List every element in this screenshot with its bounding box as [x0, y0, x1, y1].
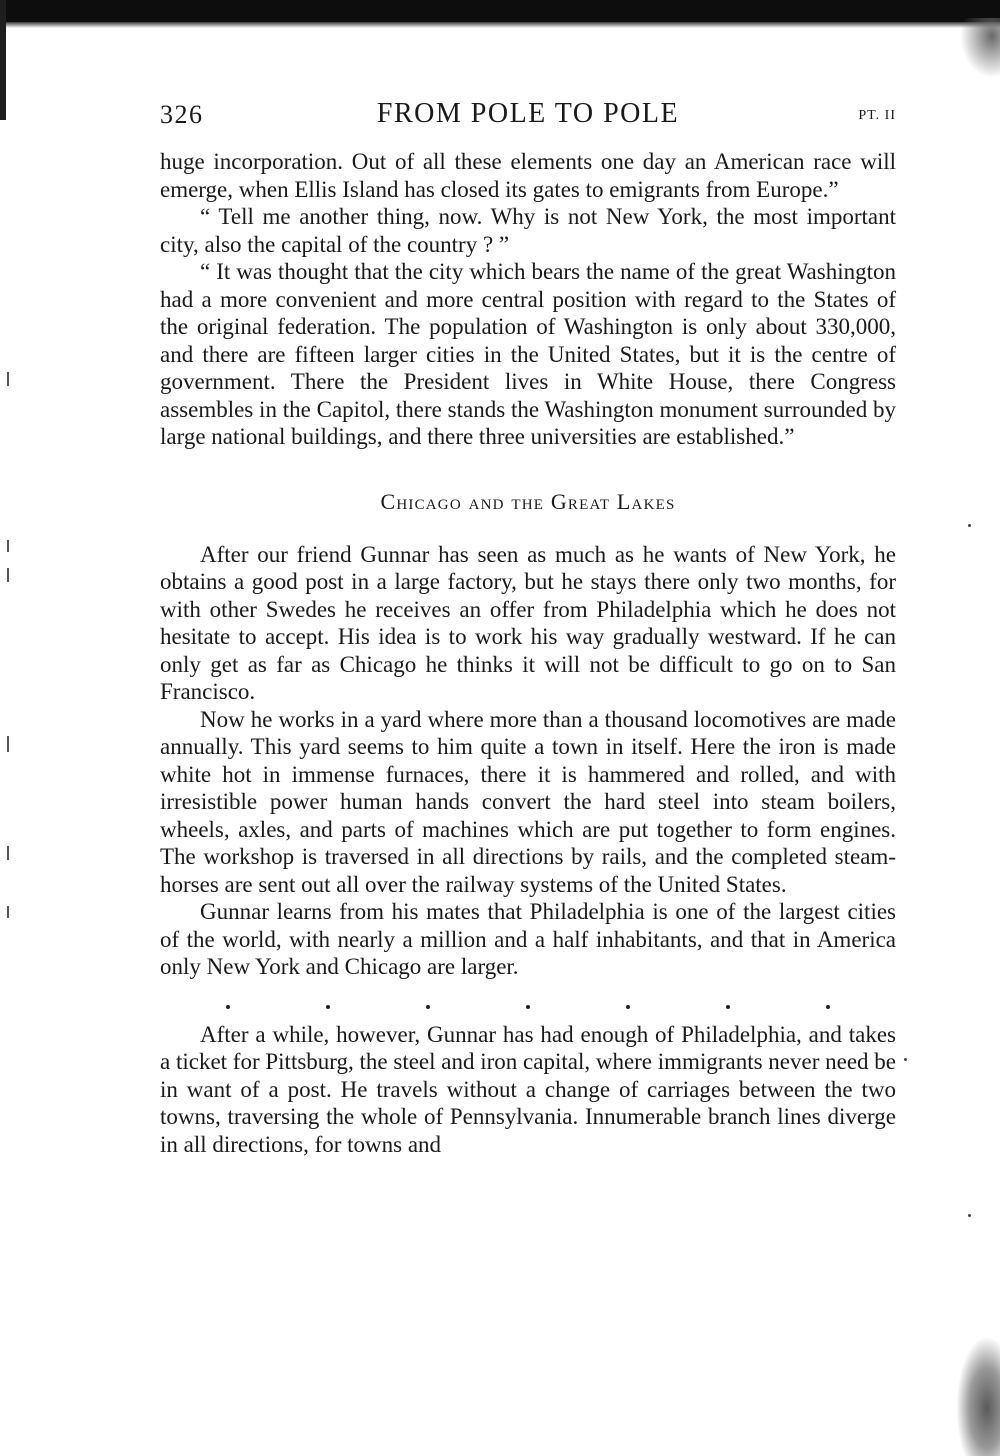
body-text-after-break — [160, 1021, 896, 1159]
book-page — [160, 96, 896, 1158]
paragraph: After a while, however, Gunnar has had enough of Philadelphia, and takes a ticket for Pittsburg, the steel and iron capital, where immigrants never need be in want of a post. He travels without a change of carriages between the two towns, traversing the whole of Pennsylvania. Innumerable branch lines diverge in all directions, for towns and — [160, 1021, 896, 1157]
paragraph: huge incorporation. Out of all these elements one day an American race will emerge, when Ellis Island has closed its gates to emigrants from Europe.” — [160, 149, 896, 202]
page-number: 326 — [160, 100, 204, 129]
break-dot — [526, 1005, 530, 1009]
stray-dot — [904, 1058, 907, 1061]
scan-corner-bottom-right — [956, 1336, 1000, 1456]
stray-dot — [968, 524, 971, 527]
break-dot — [326, 1005, 330, 1009]
break-dot — [426, 1005, 430, 1009]
stray-dot — [968, 1214, 971, 1217]
scan-top-edge — [0, 0, 1000, 22]
paragraph: After our friend Gunnar has seen as much as he wants of New York, he obtains a good post in a large factory, but he stays there only two months, for with other Swedes he receives an offer from Philadelphia which he does not hesitate to accept. His idea is to work his way gradually westward. If he can only get as far as Chicago he thinks it will not be difficult to go on to San Francisco. — [160, 541, 896, 704]
running-title: FROM POLE TO POLE — [376, 98, 680, 129]
section-break-dots — [160, 1005, 896, 1009]
paragraph: Gunnar learns from his mates that Philadelphia is one of the largest cities of the world, with nearly a million and a half inhabitants, and that in America only New York and Chicago are larger. — [160, 899, 896, 979]
scan-left-edge — [0, 0, 6, 120]
break-dot — [826, 1005, 830, 1009]
break-dot — [626, 1005, 630, 1009]
margin-mark — [7, 906, 9, 918]
break-dot — [226, 1005, 230, 1009]
section-heading: Chicago and the Great Lakes — [380, 488, 676, 514]
margin-mark — [7, 736, 9, 752]
margin-mark — [7, 540, 9, 552]
scan-corner-top-right — [960, 18, 1000, 78]
body-text-section — [160, 541, 896, 981]
running-head — [160, 96, 896, 136]
part-label: PT. II — [858, 108, 896, 123]
paragraph: Now he works in a yard where more than a thousand locomotives are made annually. This yard seems to him quite a town in itself. Here the iron is made white hot in immense furnaces, there it is hammered and rolled, and with irresistible power human hands convert the hard steel into steam boilers, wheels, axles, and parts of machines which are put together to form engines. The workshop is traversed in all directions by rails, and the completed steam-horses are sent out all over the railway systems of the United States. — [160, 706, 896, 897]
paragraph: “ Tell me another thing, now. Why is not New York, the most important city, also the capital of the country ? ” — [160, 204, 896, 257]
break-dot — [726, 1005, 730, 1009]
paragraph: “ It was thought that the city which bears the name of the great Washington had a more convenient and more central position with regard to the States of the original federation. The population of Washington is only about 330,000, and there are fifteen larger cities in the United States, but it is the centre of government. There the President lives in White House, there Congress assembles in the Capitol, there stands the Washington monument surrounded by large national buildings, and there three universities are established.” — [160, 259, 896, 449]
body-text-top — [160, 148, 896, 451]
margin-mark — [7, 568, 9, 582]
margin-mark — [7, 372, 9, 386]
margin-mark — [7, 846, 9, 860]
